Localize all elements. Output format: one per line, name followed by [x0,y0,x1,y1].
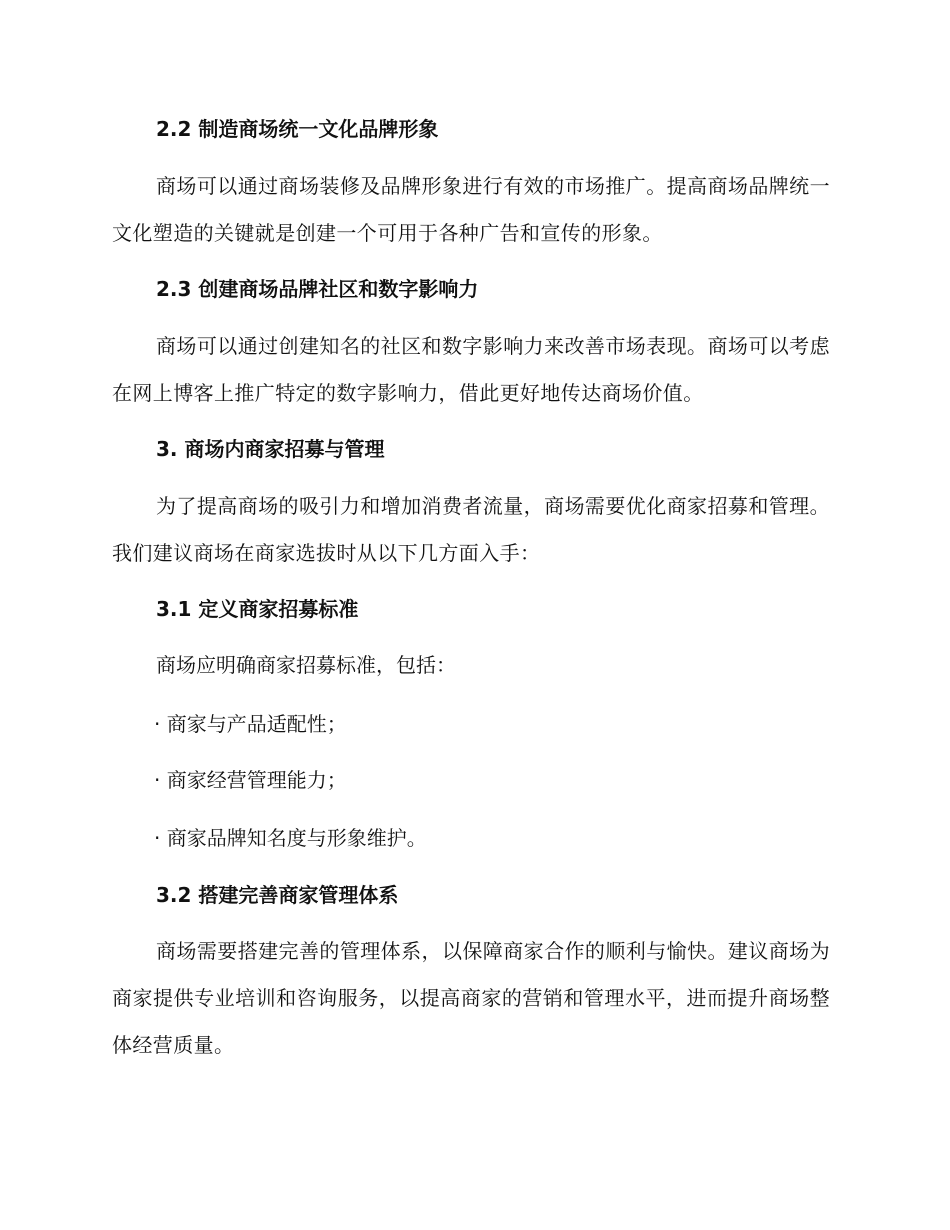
heading-2-2: 2.2 制造商场统一文化品牌形象 [156,117,439,141]
paragraph-3-2: 商场需要搭建完善的管理体系，以保障商家合作的顺利与愉快。建议商场为商家提供专业培训和咨询服务，以提高商家的营销和管理水平，进而提升商场整体经营质量。 [112,939,830,1057]
list-item: · 商家与产品适配性； [154,712,347,736]
paragraph-2-2: 商场可以通过商场装修及品牌形象进行有效的市场推广。提高商场品牌统一文化塑造的关键就是创建一个可用于各种广告和宣传的形象。 [112,174,830,245]
list-item: · 商家经营管理能力； [154,768,347,792]
heading-3-2: 3.2 搭建完善商家管理体系 [156,883,399,907]
list-item: · 商家品牌知名度与形象维护。 [154,826,427,850]
paragraph-3: 为了提高商场的吸引力和增加消费者流量，商场需要优化商家招募和管理。我们建议商场在商家选拔时从以下几方面入手： [112,494,830,565]
paragraph-3-1-intro: 商场应明确商家招募标准，包括： [156,653,456,677]
heading-3: 3. 商场内商家招募与管理 [156,437,385,461]
paragraph-2-3: 商场可以通过创建知名的社区和数字影响力来改善市场表现。商场可以考虑在网上博客上推广特定的数字影响力，借此更好地传达商场价值。 [112,334,830,405]
heading-3-1: 3.1 定义商家招募标准 [156,597,359,621]
heading-2-3: 2.3 创建商场品牌社区和数字影响力 [156,277,479,301]
